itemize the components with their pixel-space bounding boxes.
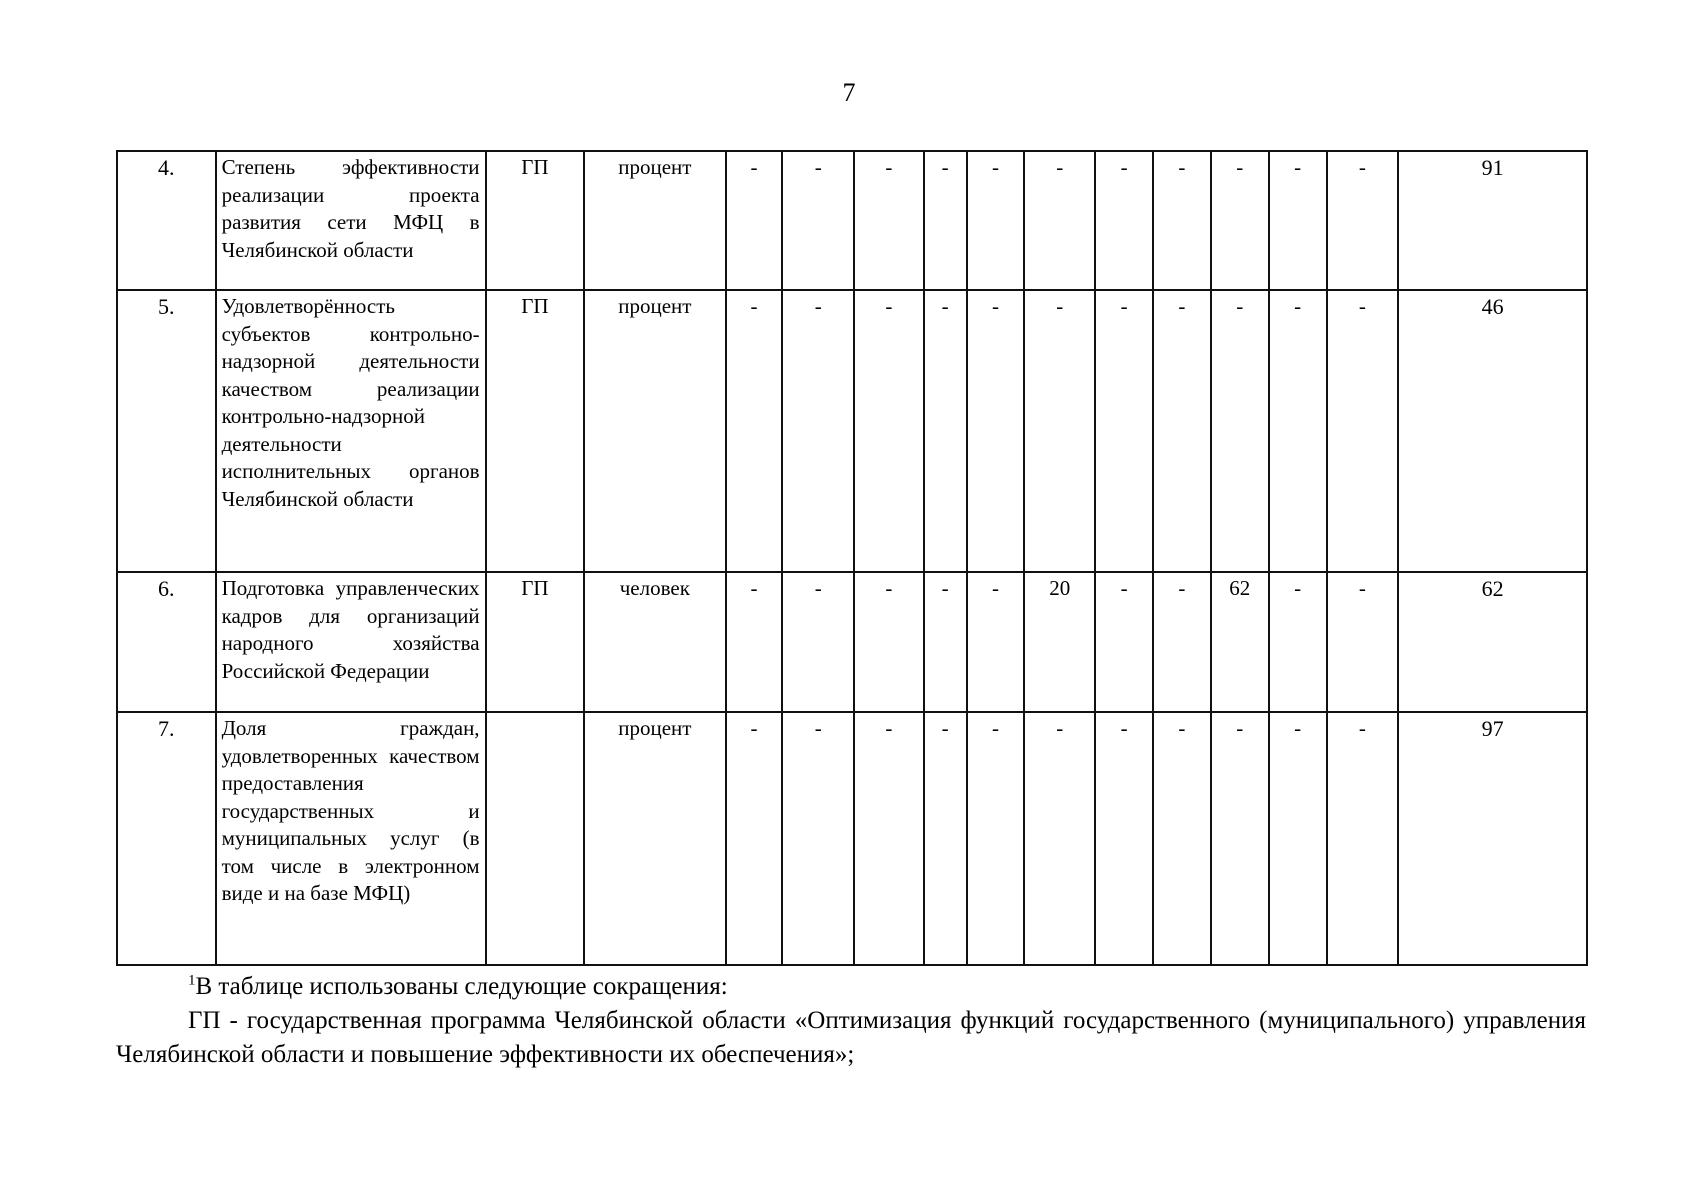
indicator-source: ГП [486, 572, 585, 712]
value-cell: 20 [1024, 572, 1095, 712]
value-cell: - [854, 712, 924, 965]
table-row [117, 572, 1587, 712]
page-number [0, 78, 1698, 108]
value-cell: - [1153, 572, 1211, 712]
indicator-source: ГП [486, 151, 585, 290]
value-cell: - [1269, 712, 1327, 965]
value-cell: - [1153, 712, 1211, 965]
final-value-cell: 97 [1398, 712, 1587, 965]
value-cell: - [967, 151, 1025, 290]
row-number: 7. [117, 712, 216, 965]
indicator-unit: процент [584, 290, 725, 572]
final-value-cell: 62 [1398, 572, 1587, 712]
value-cell: - [967, 572, 1025, 712]
value-cell: - [854, 290, 924, 572]
value-cell: - [782, 290, 854, 572]
indicator-name: Степень эффективности реализации проекта развития сети МФЦ в Челябинской области [216, 151, 486, 290]
final-value-cell: 46 [1398, 290, 1587, 572]
footnote-marker: 1 [188, 972, 196, 989]
value-cell: - [1269, 572, 1327, 712]
value-cell: - [924, 572, 967, 712]
footnote-heading [116, 970, 1586, 1004]
indicator-unit: человек [584, 572, 725, 712]
value-cell: - [854, 151, 924, 290]
indicator-unit: процент [584, 712, 725, 965]
value-cell: - [782, 572, 854, 712]
value-cell: - [726, 290, 783, 572]
value-cell: - [1153, 151, 1211, 290]
value-cell: - [726, 712, 783, 965]
page-number-text: 7 [842, 78, 856, 107]
indicator-unit: процент [584, 151, 725, 290]
value-cell: - [924, 151, 967, 290]
value-cell: - [1095, 572, 1153, 712]
value-cell: - [1095, 712, 1153, 965]
value-cell: - [1327, 572, 1399, 712]
value-cell: - [1024, 151, 1095, 290]
footnote-heading-text: В таблице использованы следующие сокращения: [195, 973, 728, 1000]
indicator-name: Удовлетворённость субъектов контрольно-надзорной деятельности качеством реализации контрольно-надзорной деятельности исполнительных органов Челябинской области [216, 290, 486, 572]
value-cell: - [1269, 151, 1327, 290]
value-cell: - [726, 572, 783, 712]
value-cell: - [1024, 712, 1095, 965]
indicator-source: ГП [486, 290, 585, 572]
value-cell: - [924, 712, 967, 965]
indicators-table [116, 150, 1588, 966]
value-cell: - [1327, 290, 1399, 572]
value-cell: - [854, 572, 924, 712]
table-row [117, 290, 1587, 572]
value-cell: - [726, 151, 783, 290]
value-cell: - [1095, 151, 1153, 290]
value-cell: - [1327, 151, 1399, 290]
indicator-source [486, 712, 585, 965]
indicator-name: Доля граждан, удовлетворенных качеством предоставления государственных и муниципальных услуг (в том числе в электронном виде и на базе МФЦ) [216, 712, 486, 965]
row-number: 6. [117, 572, 216, 712]
value-cell: - [1095, 290, 1153, 572]
indicator-name: Подготовка управленческих кадров для организаций народного хозяйства Российской Федерации [216, 572, 486, 712]
value-cell: - [1211, 151, 1269, 290]
value-cell: - [967, 712, 1025, 965]
value-cell: - [782, 712, 854, 965]
value-cell: - [782, 151, 854, 290]
value-cell: - [1211, 290, 1269, 572]
value-cell: - [1153, 290, 1211, 572]
table-row [117, 712, 1587, 965]
value-cell: 62 [1211, 572, 1269, 712]
table-row [117, 151, 1587, 290]
value-cell: - [924, 290, 967, 572]
value-cell: - [1327, 712, 1399, 965]
footnote-text: ГП - государственная программа Челябинской области «Оптимизация функций государственного (муниципального) управления Челябинской области и повышение эффективности их обеспечения»; [116, 1007, 1586, 1068]
value-cell: - [1024, 290, 1095, 572]
row-number: 5. [117, 290, 216, 572]
value-cell: - [1211, 712, 1269, 965]
value-cell: - [967, 290, 1025, 572]
value-cell: - [1269, 290, 1327, 572]
footnote [116, 970, 1586, 1072]
final-value-cell: 91 [1398, 151, 1587, 290]
row-number: 4. [117, 151, 216, 290]
